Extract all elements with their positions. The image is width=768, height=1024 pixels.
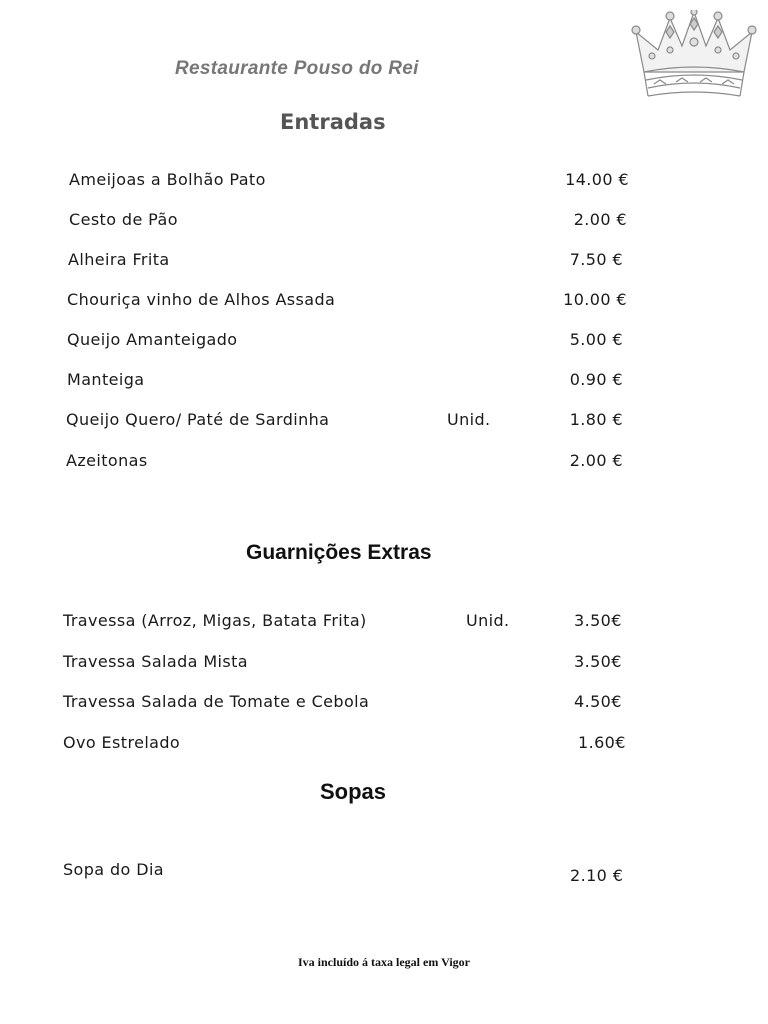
item-price: 7.50 € xyxy=(569,250,623,269)
menu-item xyxy=(67,288,627,312)
tax-footnote: Iva incluído á taxa legal em Vigor xyxy=(298,955,470,969)
item-unit: Unid. xyxy=(466,611,510,630)
item-name: Manteiga xyxy=(67,370,145,389)
menu-item xyxy=(63,731,633,755)
item-unit: Unid. xyxy=(447,410,491,429)
section-title-entradas: Entradas xyxy=(280,110,386,134)
item-price: 3.50€ xyxy=(574,611,622,630)
item-price: 2.00 € xyxy=(569,451,623,470)
menu-item xyxy=(66,449,626,473)
menu-item xyxy=(63,650,633,674)
menu-item xyxy=(69,168,629,192)
item-name: Alheira Frita xyxy=(68,250,170,269)
item-name: Ameijoas a Bolhão Pato xyxy=(69,170,266,189)
item-name: Azeitonas xyxy=(66,451,148,470)
menu-item xyxy=(63,690,633,714)
item-price: 10.00 € xyxy=(563,290,627,309)
menu-item xyxy=(68,248,628,272)
item-name: Travessa Salada Mista xyxy=(63,652,249,671)
item-price: 2.00 € xyxy=(573,210,627,229)
menu-item xyxy=(63,858,633,885)
item-price: 0.90 € xyxy=(569,370,623,389)
section-title-sopas: Sopas xyxy=(320,779,387,804)
restaurant-name: Restaurante Pouso do Rei xyxy=(175,58,419,79)
menu-item xyxy=(63,609,633,633)
item-price: 14.00 € xyxy=(565,170,629,189)
menu-item xyxy=(69,208,629,232)
crown-icon xyxy=(630,10,758,102)
item-name: Queijo Quero/ Paté de Sardinha xyxy=(66,410,330,429)
item-name: Chouriça vinho de Alhos Assada xyxy=(67,290,336,309)
item-name: Sopa do Dia xyxy=(63,860,164,879)
item-name: Ovo Estrelado xyxy=(63,733,181,752)
item-price: 3.50€ xyxy=(574,652,622,671)
item-name: Cesto de Pão xyxy=(69,210,178,229)
item-price: 4.50€ xyxy=(574,692,622,711)
section-title-guarnicoes-extras: Guarnições Extras xyxy=(246,541,432,564)
menu-item xyxy=(66,408,626,432)
menu-item xyxy=(67,328,627,352)
item-price: 1.60€ xyxy=(578,733,626,752)
item-price: 1.80 € xyxy=(569,410,623,429)
menu-item xyxy=(67,368,627,392)
item-name: Travessa Salada de Tomate e Cebola xyxy=(63,692,370,711)
item-name: Travessa (Arroz, Migas, Batata Frita) xyxy=(63,611,367,630)
item-price: 5.00 € xyxy=(569,330,623,349)
item-price: 2.10 € xyxy=(570,866,624,885)
item-name: Queijo Amanteigado xyxy=(67,330,238,349)
